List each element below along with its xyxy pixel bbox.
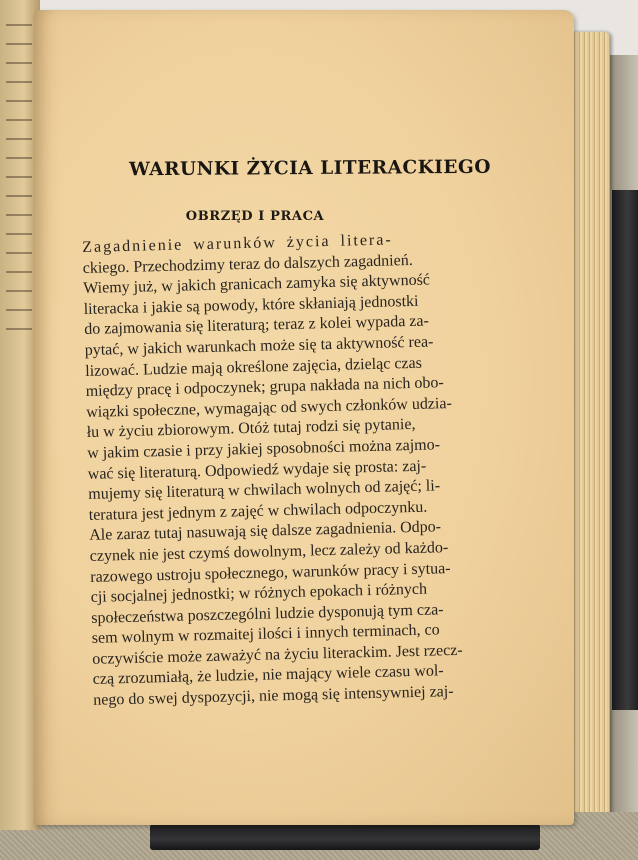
text-line: Zagadnienie warunków życia litera- [82, 231, 393, 256]
text-line: ckiego. Przechodzimy teraz do dalszych zagadnień. [82, 251, 413, 277]
text-line: literacka i jakie są powody, które skłaniają jednostki [83, 292, 419, 318]
text-line: oczywiście może zaważyć na życiu literackim. Jest rzecz- [92, 641, 463, 668]
text-line: czą zrozumiałą, że ludzie, nie mający wiele czasu wol- [92, 662, 444, 689]
text-line: lizować. Ludzie mają określone zajęcia, dzieląc czas [85, 354, 423, 380]
leather-binding-corner [150, 824, 540, 850]
text-line: mujemy się literaturą w chwilach wolnych od zajęć; li- [88, 477, 441, 504]
text-line: do zajmowania się literaturą; teraz z kolei wypada za- [84, 312, 430, 339]
text-line: sem wolnym w rozmaitej ilości i innych terminach, co [91, 621, 440, 648]
text-line: wiązki społeczne, wymagając od swych członków udzia- [86, 394, 452, 421]
body-text [82, 229, 473, 712]
text-line: Ale zaraz tutaj nasuwają się dalsze zagadnienia. Odpo- [89, 518, 442, 545]
text-line: łu w życiu zbiorowym. Otóż tutaj rodzi się pytanie, [86, 416, 416, 442]
text-line: Wiemy już, w jakich granicach zamyka się aktywność [83, 271, 431, 298]
text-line: razowego ustroju społecznego, warunków pracy i sytua- [90, 559, 451, 586]
text-line: pytać, w jakich warunkach może się ta aktywność rea- [84, 333, 434, 359]
text-line: wać się literaturą. Odpowiedź wydaje się prosta: zaj- [87, 457, 427, 483]
text-line: czynek nie jest czymś dowolnym, lecz zależy od każdo- [89, 539, 449, 565]
text-line: społeczeństwa poszczególni ludzie dysponują tym cza- [91, 600, 444, 627]
chapter-title: WARUNKI ŻYCIA LITERACKIEGO [129, 156, 491, 181]
text-line: teratura jest jednym z zajęć w chwilach odpoczynku. [88, 498, 428, 524]
text-line: nego do swej dyspozycji, nie mogą się intensywniej zaj- [93, 683, 454, 709]
leather-spine-corner [612, 190, 638, 710]
text-line: między pracę i odpoczynek; grupa nakłada na nich obo- [85, 374, 444, 401]
text-line: w jakim czasie i przy jakiej sposobności można zajmo- [87, 436, 441, 462]
section-title: OBRZĘD I PRACA [185, 209, 325, 224]
text-line: cji socjalnej jednostki; w różnych epokach i różnych [90, 580, 428, 606]
